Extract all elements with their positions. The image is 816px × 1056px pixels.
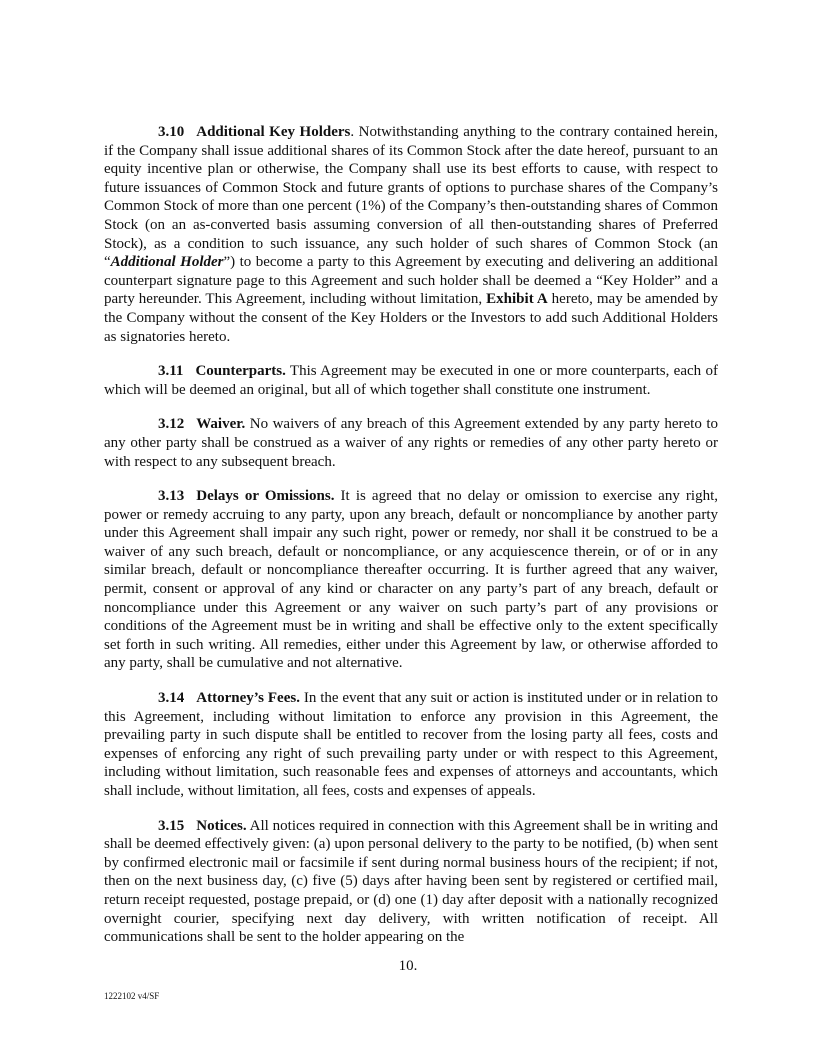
section-heading: Additional Key Holders	[196, 124, 351, 140]
section-3-13	[104, 487, 718, 673]
section-number: 3.12	[158, 416, 185, 433]
section-heading: Delays or Omissions.	[196, 488, 335, 505]
section-text: ”) to become a party to this Agreement by executing and delivering an additional counterpart signature page to this Agreement and such holder shall be deemed a “Key Holder” and a party hereunder. This Agreement, including without limitation,	[104, 254, 718, 308]
section-number: 3.14	[158, 690, 185, 707]
section-heading: Notices.	[196, 817, 247, 834]
section-heading-suffix: .	[350, 124, 355, 140]
section-text: Notwithstanding anything to the contrary contained herein, if the Company shall issue additional shares of its Common Stock after the date hereof, pursuant to an equity incentive plan or otherwise, the Company shall use its best efforts to cause, with respect to future issuances of Common Stock and future grants of options to purchase shares of the Company’s Common Stock of more than one percent (1%) of the Company’s then-outstanding shares of Common Stock (on an as-converted basis assuming conversion of all then-outstanding shares of Preferred Stock), as a condition to such issuance, any such holder of such shares of Common Stock (an “	[104, 124, 718, 271]
section-3-15	[104, 817, 718, 947]
section-number: 3.13	[158, 488, 185, 505]
section-text: It is agreed that no delay or omission to exercise any right, power or remedy accruing to any party, upon any breach, default or noncompliance by another party under this Agreement shall impair any such right, power or remedy, nor shall it be construed to be a waiver of any such breach, default or noncompliance, or any acquiescence therein, or of or in any similar breach, default or noncompliance thereafter occurring. It is further agreed that any waiver, permit, consent or approval of any kind or character on any party’s part of any breach, default or noncompliance under this Agreement or any waiver on such party’s part of any provisions or conditions of the Agreement must be in writing and shall be effective only to the extent specifically set forth in such writing. All remedies, either under this Agreement by law, or otherwise afforded to any party, shall be cumulative and not alternative.	[104, 488, 719, 672]
section-text: No waivers of any breach of this Agreement extended by any party hereto to any other party shall be construed as a waiver of any rights or remedies of any other party hereto or with respect to any subsequent breach.	[104, 416, 718, 470]
section-heading: Waiver.	[196, 416, 246, 433]
section-3-14	[104, 689, 718, 801]
section-number: 3.10	[158, 124, 185, 140]
document-id: 1222102 v4/SF	[104, 991, 160, 1001]
page-number: 10.	[398, 958, 418, 974]
section-3-10	[104, 123, 718, 346]
section-number: 3.15	[158, 817, 185, 834]
section-3-11	[104, 362, 718, 399]
section-3-12	[104, 415, 718, 471]
section-text: hereto, may be amended by the Company without the consent of the Key Holders or the Investors to add such Additional Holders as signatories hereto.	[104, 291, 718, 345]
section-heading: Counterparts.	[195, 363, 286, 380]
section-text: This Agreement may be executed in one or more counterparts, each of which will be deemed an original, but all of which together shall constitute one instrument.	[104, 363, 718, 398]
section-number: 3.11	[158, 363, 184, 380]
defined-term: Additional Holder	[110, 254, 224, 271]
section-text: In the event that any suit or action is instituted under or in relation to this Agreement, including without limitation to enforce any provision in this Agreement, the prevailing party in such dispute shall be entitled to recover from the losing party all fees, costs and expenses of enforcing any right of such prevailing party under or with respect to this Agreement, including without limitation, such reasonable fees and expenses of attorneys and accountants, which shall include, without limitation, all fees, costs and expenses of appeals.	[104, 690, 718, 799]
exhibit-reference: Exhibit A	[486, 291, 548, 308]
document-body	[104, 123, 718, 963]
section-text: All notices required in connection with this Agreement shall be in writing and shall be deemed effectively given: (a) upon personal delivery to the party to be notified, (b) when sent by confirmed electronic mail or facsimile if sent during normal business hours of the recipient; if not, then on the next business day, (c) five (5) days after having been sent by registered or certified mail, return receipt requested, postage prepaid, or (d) one (1) day after deposit with a nationally recognized overnight courier, specifying next day delivery, with written notification of receipt. All communications shall be sent to the holder appearing on the	[104, 817, 718, 946]
section-heading: Attorney’s Fees.	[196, 690, 300, 707]
